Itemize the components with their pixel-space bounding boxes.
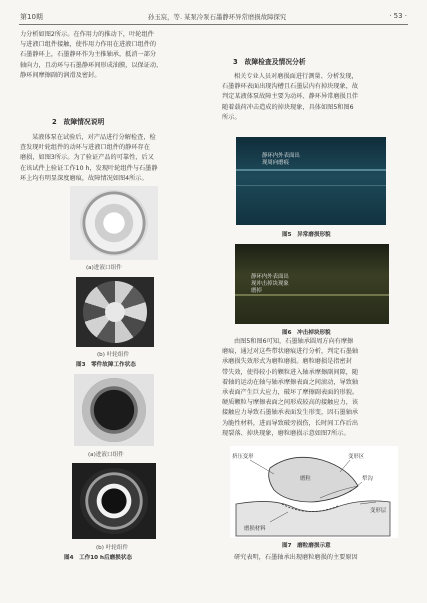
fig6-annotation-line: 现冲击掉块现象	[251, 281, 289, 287]
section-2-body	[20, 133, 205, 184]
fig6-photo	[235, 244, 389, 324]
analysis-line: 磨痕，通过对这些带状磨痕进行分析，判定石墨轴	[222, 348, 359, 356]
fig3a-photo	[70, 186, 158, 260]
fig6-annotation-line: 磨掉	[251, 288, 262, 294]
fig7-label-deformed-layer: 变形层	[370, 508, 387, 514]
fig7-caption: 图7 磨粒磨损示意	[282, 543, 331, 549]
section-3-line: 判定某液体泵故障主要为动环、静环异常磨损且伴	[222, 93, 359, 101]
analysis-line: 着轴的运动在轴与轴承摩擦表面之间滚动，导致轴	[222, 378, 359, 386]
issue-number: 第10期	[20, 13, 43, 21]
fig5-annotation-line: 现周向磨痕	[262, 160, 289, 166]
analysis-line: 承表面产生巨大应力，破坏了摩擦副表面的形貌。	[222, 389, 359, 397]
intro-line: 轴向力，且动环与石墨静环间形成油膜，以保证动、	[20, 61, 163, 69]
fig4b-photo	[72, 463, 156, 539]
fig7-label-deform-zone: 变形区	[348, 454, 365, 460]
section-2-line: 某液体泵在试验后，对产品进行分解检查，检	[32, 134, 156, 141]
analysis-line: 现裂落、掉块现象，磨粒磨损示意如图7所示。	[222, 429, 350, 437]
fig5-annotation	[262, 153, 300, 167]
section-2-heading: 2 故障情况说明	[52, 118, 105, 126]
intro-line: 力分析如图2所示。在作用力的推动下，叶轮组件	[20, 31, 154, 38]
analysis-line: 硬质颗粒与摩擦表面之间形成较高的接触应力，该	[222, 399, 359, 407]
analysis-line: 承磨损失效形式为磨粒磨损。磨粒磨损是指密封	[222, 358, 352, 366]
fig5-photo	[236, 137, 386, 225]
fig3b-photo	[76, 277, 154, 347]
fig4a-caption: (a)进液口组件	[88, 452, 124, 458]
section-3-body	[222, 72, 407, 123]
fig4b-caption: (b) 叶轮组件	[96, 545, 129, 551]
analysis-line: 接触应力导致石墨轴承表面发生形变，因石墨轴承	[222, 409, 359, 417]
fig5-caption: 图5 异常磨损形貌	[282, 232, 331, 238]
section-3-line: 所示。	[222, 113, 241, 121]
fig4-caption: 图4 工作10 h后磨损状态	[64, 555, 132, 561]
fig7-label-groove: 犁沟	[362, 476, 373, 482]
header-rule	[19, 24, 408, 25]
analysis-body	[222, 337, 407, 439]
section-3-heading: 3 故障检查及情况分析	[233, 58, 306, 66]
page-number: · 53 ·	[389, 12, 407, 20]
fig6-annotation-line: 静环内外表面出	[251, 274, 289, 280]
section-2-line: 环上均有明显深度磨痕，故障情况如图4所示。	[20, 174, 148, 182]
fig4a-photo	[74, 374, 154, 446]
fig3-caption: 图3 零件故障工作状态	[76, 362, 136, 368]
fig3a-caption: (a)进液口组件	[86, 265, 122, 271]
fig7-label-matrix: 磨损材料	[244, 526, 266, 532]
fig7-label-particle: 磨粒	[300, 476, 311, 482]
section-3-line: 相关专业人员对磨损面进行测量、分析发现，	[234, 73, 358, 80]
section-2-line: 磨损，如图3所示。为了验证产品的可靠性，后又	[20, 154, 154, 162]
fig3b-caption: (b) 叶轮组件	[97, 352, 130, 358]
running-title: 孙玉宸，等. 某泵冷泵石墨静环异常磨损故障探究	[148, 13, 287, 21]
analysis-line: 带失效，使得较小的颗粒进入轴承摩擦副间隙，随	[222, 368, 359, 376]
left-column	[20, 30, 205, 81]
section-2-line: 在该试件上验证工作10 h，发现叶轮组件与石墨静	[20, 164, 158, 172]
section-3-line: 石墨静环表面出现沟槽且石墨层内有掉块现象，故	[222, 83, 359, 91]
closing-line: 研究表明，石墨轴承出现磨粒磨损的主要原因	[234, 554, 358, 561]
fig7-label-extrusion: 挤压变形	[232, 454, 254, 460]
fig6-annotation	[251, 274, 289, 295]
intro-line: 静环间摩擦副的润滑及密封。	[20, 71, 101, 79]
intro-line: 石墨静环上，石墨静环作为主推轴承，抵消一部分	[20, 51, 157, 59]
section-2-line: 查发现叶轮组件的动环与进液口组件的静环存在	[20, 144, 150, 152]
analysis-line: 由图5和图6可知，石墨轴承圆周方向有摩擦	[234, 338, 354, 345]
fig7-diagram	[230, 446, 398, 538]
analysis-line: 为脆性材料，进而导致破旁损伤，长时间工作后出	[222, 419, 359, 427]
fig6-caption: 图6 冲击掉块形貌	[282, 330, 331, 336]
section-3-line: 随着载荷冲击造成的掉块现象，具体如图5和图6	[222, 103, 354, 111]
intro-line: 与进液口组件接触，使作用力作用在进液口组件的	[20, 41, 157, 49]
fig5-annotation-line: 静环内外表面出	[262, 153, 300, 159]
